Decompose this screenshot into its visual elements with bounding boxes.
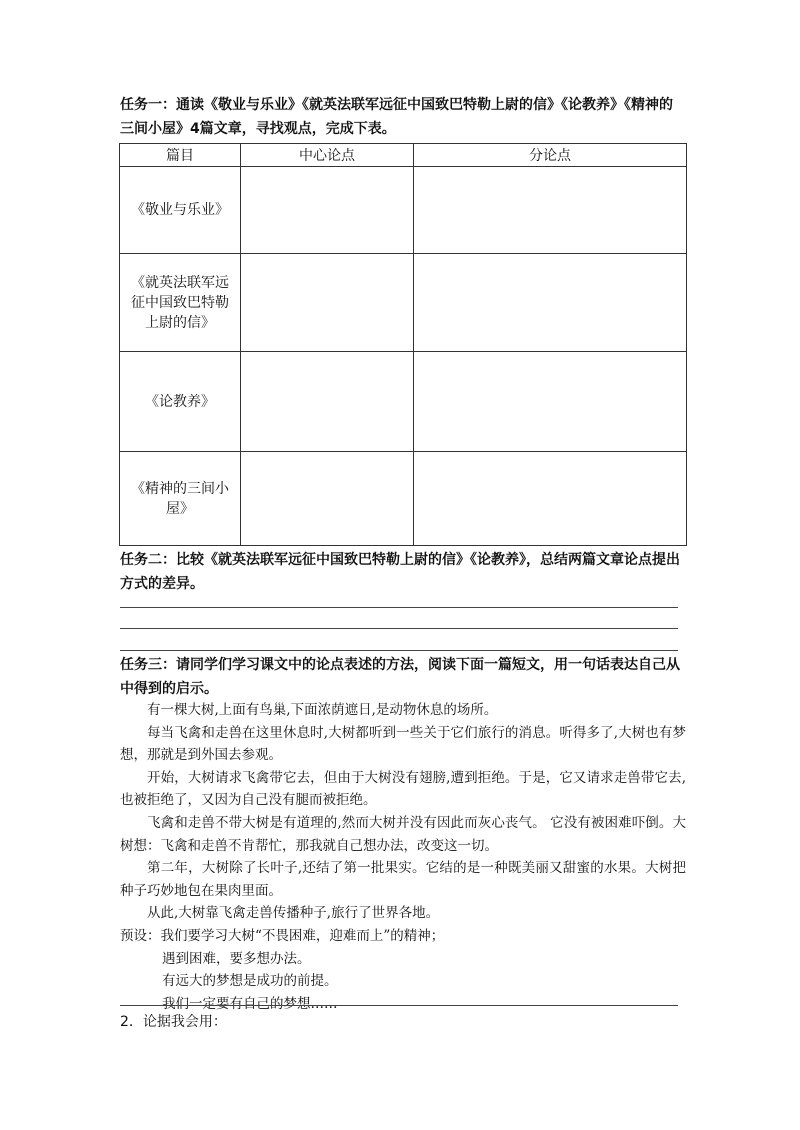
header-title: 篇目: [120, 144, 241, 167]
article-title-cell: 《敬业与乐业》: [120, 167, 241, 254]
table-row: [120, 254, 687, 352]
sub-arguments-cell[interactable]: [414, 452, 687, 546]
story-paragraph: 飞禽和走兽不带大树是有道理的,然而大树并没有因此而灰心丧气。 它没有被困难吓倒。大树想：飞禽和走兽不肯帮忙，那我就自己想办法，改变这一切。: [120, 814, 686, 854]
table-header-row: [120, 144, 687, 167]
viewpoint-table: [119, 143, 687, 546]
center-argument-cell[interactable]: [241, 254, 414, 352]
sub-arguments-cell[interactable]: [414, 254, 687, 352]
header-center-argument: 中心论点: [241, 144, 414, 167]
task1-title: 任务一：通读《敬业与乐业》《就英法联军远征中国致巴特勒上尉的信》《论教养》《精神的三间小屋》4篇文章，寻找观点，完成下表。: [120, 97, 673, 137]
table-row: [120, 167, 687, 254]
table-row: [120, 452, 687, 546]
answer-line[interactable]: [120, 1005, 678, 1006]
answer-line[interactable]: [120, 607, 678, 608]
short-story: [120, 699, 686, 1015]
article-title-cell: 《精神的三间小屋》: [120, 452, 241, 546]
story-paragraph: 开始，大树请求飞禽带它去，但由于大树没有翅膀,遭到拒绝。于是，它又请求走兽带它去,也被拒绝了，又因为自己没有腿而被拒绝。: [120, 769, 686, 809]
answer-line[interactable]: [120, 650, 678, 651]
article-title-cell: 《论教养》: [120, 352, 241, 452]
story-paragraph: 有一棵大树,上面有鸟巢,下面浓荫遮日,是动物休息的场所。: [147, 702, 498, 718]
section-2-heading: 2．论据我会用：: [120, 1014, 227, 1030]
article-title-cell: 《就英法联军远征中国致巴特勒上尉的信》: [120, 254, 241, 352]
center-argument-cell[interactable]: [241, 352, 414, 452]
task3-title: 任务三：请同学们学习课文中的论点表述的方法，阅读下面一篇短文，用一句话表达自己从中得到的启示。: [120, 657, 680, 697]
preset-item: 遇到困难，要多想办法。: [162, 950, 311, 967]
sub-arguments-cell[interactable]: [414, 167, 687, 254]
task2-title: 任务二：比较《就英法联军远征中国致巴特勒上尉的信》《论教养》，总结两篇文章论点提出方式的差异。: [120, 552, 680, 592]
story-paragraph: 从此,大树靠飞禽走兽传播种子,旅行了世界各地。: [147, 905, 440, 922]
header-sub-arguments: 分论点: [414, 144, 687, 167]
preset-item: 我们一定要有自己的梦想……: [162, 995, 338, 1012]
preset-item: 有远大的梦想是成功的前提。: [162, 973, 338, 990]
story-paragraph: 每当飞禽和走兽在这里休息时,大树都听到一些关于它们旅行的消息。听得多了,大树也有梦想，那就是到外国去参观。: [120, 724, 686, 764]
sub-arguments-cell[interactable]: [414, 352, 687, 452]
center-argument-cell[interactable]: [241, 452, 414, 546]
center-argument-cell[interactable]: [241, 167, 414, 254]
table-row: [120, 352, 687, 452]
answer-line[interactable]: [120, 628, 678, 629]
story-paragraph: 第二年，大树除了长叶子,还结了第一批果实。它结的是一种既美丽又甜蜜的水果。大树把种子巧妙地包在果肉里面。: [120, 860, 686, 899]
presets-intro: 预设：我们要学习大树“不畏困难，迎难而上”的精神；: [120, 927, 445, 944]
